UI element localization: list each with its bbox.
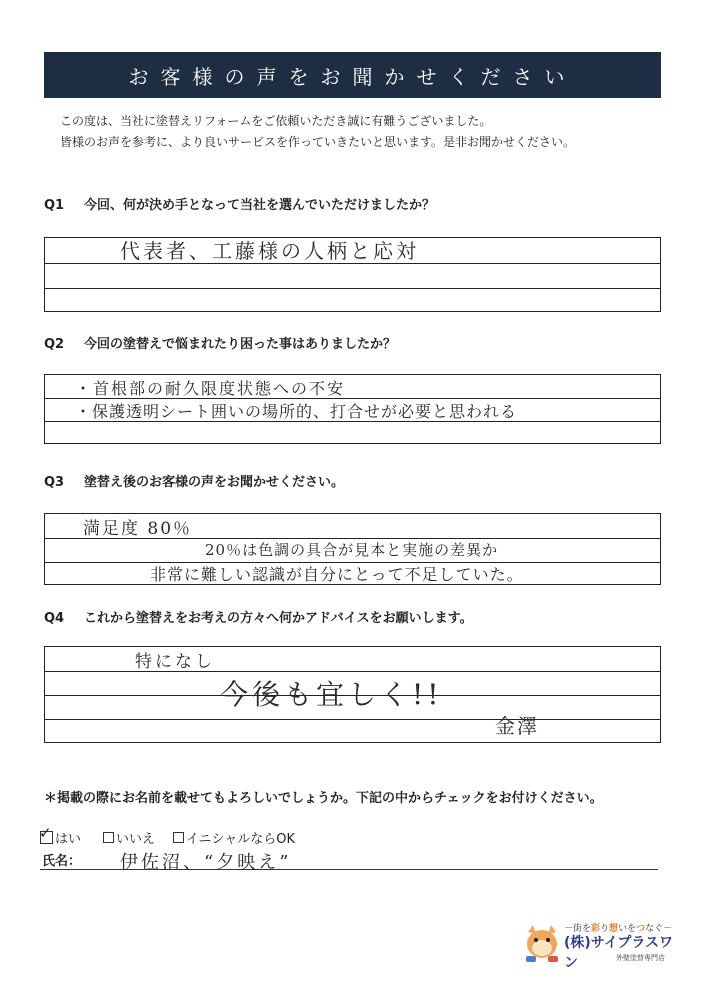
question-text: 今回の塗替えで悩まれたり困った事はありましたか？ xyxy=(84,337,397,352)
consent-question: ＊掲載の際にお名前を載せてもよろしいでしょうか。下記の中からチェックをお付けください。 xyxy=(44,791,603,806)
logo-company-name: (株)サイプラスワン xyxy=(564,935,673,971)
answer-3-line-2: 20％は色調の具合が見本と実施の差異か xyxy=(205,541,499,559)
answer-4-line-2: 今後も宜しく!! xyxy=(220,678,443,711)
name-field-value: 伊佐沼、“夕映え” xyxy=(120,852,292,873)
answer-1-line-1: 代表者、工藤様の人柄と応対 xyxy=(120,239,419,263)
question-number: Q1 xyxy=(44,198,65,213)
question-3 xyxy=(44,471,344,490)
logo-slogan: －街を彩り想いをつなぐ－ xyxy=(564,924,673,934)
answer-2-line-2: ・保護透明シート囲いの場所的、打合せが必要と思われる xyxy=(75,402,518,421)
form-title: お客様の声をお聞かせください xyxy=(128,64,577,89)
logo-subtitle: 外壁塗替専門店 xyxy=(616,954,665,962)
answer-box-4 xyxy=(44,646,661,743)
consent-option-no[interactable] xyxy=(103,828,155,847)
name-underline xyxy=(40,869,658,870)
checkbox[interactable] xyxy=(103,832,114,843)
answer-3-line-1: 満足度 80％ xyxy=(83,519,193,539)
option-label: はい xyxy=(55,832,82,847)
intro-line-1: この度は、当社に塗替えリフォームをご依頼いただき誠に有難うございました。 xyxy=(60,114,492,128)
question-text: 今回、何が決め手となって当社を選んでいただけましたか？ xyxy=(84,198,436,213)
answer-box-2 xyxy=(44,374,661,444)
intro-line-2: 皆様のお声を参考に、より良いサービスを作っていきたいと思います。是非お聞かせください。 xyxy=(60,135,576,149)
question-number: Q2 xyxy=(44,337,65,352)
question-1 xyxy=(44,194,435,213)
consent-option-initials[interactable] xyxy=(173,828,295,847)
question-number: Q4 xyxy=(44,611,65,626)
company-logo xyxy=(520,920,685,970)
checkbox-checked[interactable] xyxy=(39,824,53,844)
answer-4-line-1: 特になし xyxy=(135,652,215,672)
answer-4-signature: 金澤 xyxy=(495,714,539,738)
form-title-bar xyxy=(44,52,661,98)
checkbox[interactable] xyxy=(173,832,184,843)
question-text: これから塗替えをお考えの方々へ何かアドバイスをお願いします。 xyxy=(84,611,473,626)
answer-2-line-1: ・首根部の耐久限度状態への不安 xyxy=(75,379,346,398)
question-text: 塗替え後のお客様の声をお聞かせください。 xyxy=(84,475,345,490)
question-4 xyxy=(44,607,473,626)
answer-box-1 xyxy=(44,237,661,312)
answer-box-3 xyxy=(44,513,661,585)
mascot-icon xyxy=(522,922,562,964)
option-label: イニシャルならOK xyxy=(186,832,295,847)
answer-3-line-3: 非常に難しい認識が自分にとって不足していた。 xyxy=(150,565,524,584)
check-mark-icon: ✓ xyxy=(39,824,52,842)
name-label: 氏名： xyxy=(42,854,82,869)
question-number: Q3 xyxy=(44,475,65,490)
option-label: いいえ xyxy=(116,832,156,847)
consent-option-yes[interactable] xyxy=(39,824,82,847)
question-2 xyxy=(44,333,396,352)
